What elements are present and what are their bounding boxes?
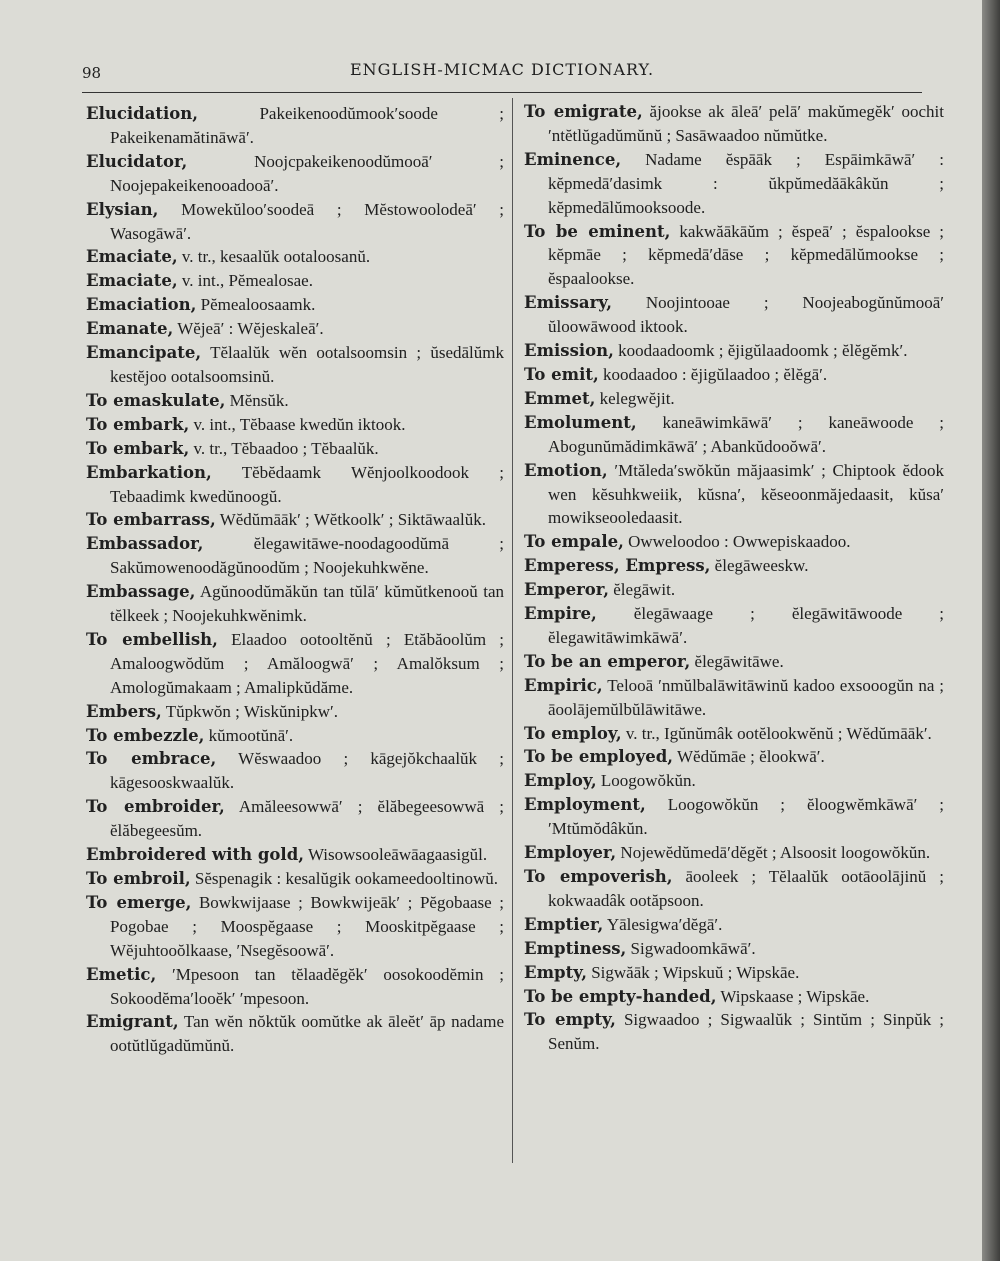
entry-definition: Mĕnsŭk. — [229, 390, 289, 410]
entry-headword: Elysian, — [86, 199, 159, 219]
entry-headword: Emaciation, — [86, 295, 197, 315]
entry-definition: koodaadoomk ; ĕjigŭlaadoomk ; ĕlĕgĕmk′. — [618, 341, 908, 361]
entry-definition: Wĕdŭmāāk′ ; Wĕtkoolk′ ; Siktāwaalŭk. — [219, 510, 486, 530]
entry-definition: Loogowŏkŭn ; ĕloogwĕmkāwā′ ; ′Mtŭmŏdâkŭn. — [548, 795, 944, 839]
entry-headword: Eminence, — [524, 149, 622, 169]
entry-definition: Tĕlaalŭk wĕn ootalsoomsin ; ŭsedālŭmk kestĕjoo ootalsoomsinŭ. — [110, 343, 504, 386]
entry-headword: Emissary, — [524, 293, 613, 313]
entry-headword: To empale, — [524, 532, 624, 552]
dictionary-entry — [86, 580, 504, 628]
dictionary-entry — [524, 769, 944, 793]
page-number: 98 — [82, 64, 102, 82]
entry-definition: kelegwĕjit. — [599, 388, 675, 408]
dictionary-entry — [524, 578, 944, 602]
dictionary-entry — [524, 459, 944, 531]
entry-headword: Emptiness, — [524, 938, 627, 958]
entry-headword: Empire, — [524, 604, 597, 624]
dictionary-entry — [86, 102, 504, 150]
entry-definition: v. tr., Tĕbaadoo ; Tĕbaalŭk. — [193, 438, 379, 458]
entry-definition: Noojintooae ; Noojeabogŭnŭmooā′ ŭloowāwood iktook. — [548, 293, 944, 337]
dictionary-entry — [86, 341, 504, 389]
entry-headword: Employment, — [524, 795, 646, 815]
entry-headword: Emission, — [524, 341, 614, 361]
entry-headword: To embezzle, — [86, 725, 205, 745]
entry-definition: Owweloodoo : Owwepiskaadoo. — [628, 532, 851, 552]
dictionary-entry — [524, 387, 944, 411]
entry-definition: ĕlegāwit. — [613, 580, 676, 600]
entry-headword: Embassador, — [86, 534, 204, 554]
dictionary-entry — [524, 745, 944, 769]
entry-headword: To emigrate, — [524, 102, 643, 121]
entry-headword: To embroider, — [86, 797, 225, 817]
entry-headword: Emancipate, — [86, 343, 202, 363]
entry-headword: Embarkation, — [86, 462, 212, 482]
entry-definition: Amăleesowwā′ ; ĕlăbegeesowwā ; ĕlăbegeesŭm. — [110, 797, 505, 841]
entry-definition: Elaadoo ootooltĕnŭ ; Etăbăoolŭm ; Amaloogwŏdŭm ; Amăloogwā′ ; Amalŏksum ; Amologŭmakaam ; Amalipkŭdăme. — [110, 629, 504, 697]
dictionary-entry — [86, 532, 504, 580]
dictionary-entry — [524, 220, 944, 292]
entry-definition: Agŭnoodŭmăkŭn tan tŭlā′ kŭmŭtkenooŭ tan tĕlkeek ; Noojekuhkwĕnimk. — [110, 582, 504, 626]
entry-definition: Nojewĕdŭmedā′dĕgĕt ; Alsoosit loogowŏkŭn. — [620, 843, 931, 863]
dictionary-entry — [86, 508, 504, 532]
entry-headword: Emptier, — [524, 914, 604, 934]
entry-headword: Embroidered with gold, — [86, 845, 304, 865]
dictionary-entry — [86, 461, 504, 509]
entry-headword: Emanate, — [86, 319, 174, 339]
entry-definition: ′Mpesoon tan tĕlaadĕgĕk′ oosokoodĕmin ; Sokoodĕma′looĕk′ ′mpesoon. — [110, 964, 504, 1008]
entry-definition: Wĕdŭmāe ; ĕlookwā′. — [677, 747, 825, 767]
entry-definition: Yālesigwa′dĕgā′. — [606, 914, 723, 934]
dictionary-entry — [524, 291, 944, 339]
dictionary-entry — [86, 724, 504, 748]
entry-headword: Employer, — [524, 843, 617, 863]
dictionary-entry — [86, 269, 504, 293]
dictionary-entry — [524, 674, 944, 722]
dictionary-entry — [86, 293, 504, 317]
dictionary-entry — [524, 841, 944, 865]
entry-definition: v. tr., Igŭnŭmâk ootĕlookwĕnŭ ; Wĕdŭmāāk′. — [625, 723, 932, 743]
entry-headword: Empiric, — [524, 675, 603, 695]
dictionary-entry — [524, 722, 944, 746]
entry-headword: To embroil, — [86, 869, 191, 888]
entry-definition: ĕlegāwitāwe. — [694, 651, 784, 671]
entry-headword: Emperor, — [524, 580, 610, 600]
entry-headword: Embers, — [86, 701, 162, 721]
entry-definition: v. int., Tĕbaase kwedŭn iktook. — [193, 414, 406, 434]
entry-definition: Tĕbĕdaamk Wĕnjoolkoodook ; Tebaadimk kwedŭnoogŭ. — [110, 462, 504, 506]
entry-headword: Empty, — [524, 962, 587, 982]
entry-definition: v. int., Pĕmealosae. — [181, 271, 313, 291]
dictionary-entry — [524, 411, 944, 459]
entry-definition: Sigwadoomkāwā′. — [630, 938, 756, 958]
dictionary-entry — [524, 865, 944, 913]
entry-headword: To embrace, — [86, 749, 217, 769]
entry-definition: kaneāwimkāwā′ ; kaneāwoode ; Abogunŭmădimkāwā′ ; Abankŭdooŏwā′. — [548, 412, 945, 456]
entry-headword: Elucidator, — [86, 151, 188, 171]
dictionary-entry — [524, 1008, 944, 1056]
entry-definition: ′Mtăleda′swŏkŭn măjaasimk′ ; Chiptook ĕdook wen kĕsuhkweiik, kŭsna′, kĕseoonmăjedaasit, kŭsa′ mowikseooledaasit. — [548, 460, 944, 528]
entry-definition: āooleek ; Tĕlaalŭk ootāoolājinŭ ; kokwaadâk ootăpsoon. — [548, 867, 945, 910]
header-rule — [82, 92, 922, 93]
entry-definition: Sigwaadoo ; Sigwaalŭk ; Sintŭm ; Sinpŭk ; Senŭm. — [548, 1010, 945, 1054]
entry-headword: To be empty-handed, — [524, 986, 717, 1006]
dictionary-entry — [524, 363, 944, 387]
dictionary-entry — [86, 963, 504, 1011]
dictionary-entry — [86, 628, 504, 700]
entry-headword: To embarrass, — [86, 510, 216, 530]
entry-definition: Bowkwijaase ; Bowkwijeāk′ ; Pĕgobaase ; Pogobae ; Moospĕgaase ; Mooskitpĕgaase ; Wĕjuhtooŏlkaase, ′Nsegĕsoowā′. — [110, 892, 504, 960]
entry-headword: Embassage, — [86, 582, 196, 602]
entry-headword: To emaskulate, — [86, 390, 226, 410]
dictionary-entry — [86, 413, 504, 437]
entry-definition: Sigwăāk ; Wipskuŭ ; Wipskāe. — [591, 962, 800, 982]
dictionary-entry — [86, 700, 504, 724]
entry-headword: To employ, — [524, 723, 622, 743]
dictionary-entry — [524, 148, 944, 220]
entry-definition: Tan wĕn nŏktŭk oomŭtke ak āleĕt′ āp nadame ootŭtlŭgadŭmŭnŭ. — [110, 1012, 504, 1056]
dictionary-entry — [524, 530, 944, 554]
entry-definition: Noojcpakeikenoodŭmooā′ ; Noojepakeikenooadooā′. — [110, 151, 504, 195]
entry-definition: v. tr., kesaalŭk ootaloosanŭ. — [181, 247, 371, 267]
entry-definition: Wĕjeā′ : Wĕjeskaleā′. — [177, 319, 324, 339]
entry-definition: Pĕmealoosaamk. — [200, 295, 316, 315]
dictionary-entry — [86, 150, 504, 198]
dictionary-entry — [524, 650, 944, 674]
dictionary-entry — [524, 602, 944, 650]
dictionary-entry — [86, 317, 504, 341]
dictionary-entry — [524, 554, 944, 578]
dictionary-entry — [524, 100, 944, 148]
dictionary-entry — [524, 793, 944, 841]
page-header — [80, 58, 920, 90]
dictionary-entry — [86, 867, 504, 891]
left-column — [86, 102, 504, 1058]
dictionary-entry — [86, 795, 504, 843]
entry-headword: To empty, — [524, 1010, 616, 1030]
entry-headword: Emmet, — [524, 388, 596, 408]
entry-headword: Emperess, Empress, — [524, 556, 711, 576]
entry-headword: To emerge, — [86, 892, 192, 912]
dictionary-entry — [524, 339, 944, 363]
page-edge-shadow — [982, 0, 1000, 1261]
entry-headword: To be eminent, — [524, 221, 671, 241]
entry-definition: Nadame ĕspāāk ; Espāimkāwā′ : kĕpmedā′dasimk : ŭkpŭmedăākâkŭn ; kĕpmedālŭmooksoode. — [548, 149, 944, 217]
entry-definition: Wĕswaadoo ; kāgejŏkchaalŭk ; kāgesooskwaalŭk. — [110, 749, 504, 793]
dictionary-entry — [86, 198, 504, 246]
entry-headword: To embark, — [86, 438, 190, 458]
entry-definition: ĕlegāweeskw. — [714, 556, 809, 576]
entry-definition: Mowekŭloo′soodeā ; Mĕstowoolodeā′ ; Wasogāwā′. — [110, 199, 505, 243]
entry-headword: To embark, — [86, 414, 190, 434]
running-title: ENGLISH-MICMAC DICTIONARY. — [350, 60, 655, 79]
entry-headword: To embellish, — [86, 629, 218, 649]
entry-definition: kŭmootŭnā′. — [208, 725, 294, 745]
dictionary-entry — [524, 913, 944, 937]
dictionary-entry — [86, 245, 504, 269]
entry-definition: Pakeikenoodŭmook′soode ; Pakeikenamătināwā′. — [110, 104, 505, 147]
entry-definition: Telooā ′nmŭlbalāwitāwinŭ kadoo exsooogŭn na ; āoolājemŭlbŭlāwitāwe. — [548, 675, 944, 719]
dictionary-entry — [86, 437, 504, 461]
entry-headword: Elucidation, — [86, 104, 199, 123]
entry-definition: Loogowŏkŭn. — [600, 771, 696, 791]
entry-headword: To be an emperor, — [524, 651, 691, 671]
dictionary-entry — [524, 985, 944, 1009]
entry-definition: Wipskaase ; Wipskāe. — [720, 986, 870, 1006]
entry-headword: To emit, — [524, 364, 599, 384]
entry-headword: Employ, — [524, 771, 597, 791]
dictionary-entry — [86, 389, 504, 413]
right-column — [524, 100, 944, 1056]
dictionary-entry — [86, 843, 504, 867]
entry-definition: kakwăākāŭm ; ĕspeā′ ; ĕspalookse ; kĕpmāe ; kĕpmedā′dāse ; kĕpmedālŭmookse ; ĕspaalookse. — [548, 221, 944, 289]
dictionary-entry — [524, 937, 944, 961]
dictionary-entry — [86, 747, 504, 795]
entry-headword: Emaciate, — [86, 247, 178, 267]
dictionary-entry — [86, 1010, 504, 1058]
entry-definition: Wisowsooleāwāagaasigŭl. — [307, 845, 488, 865]
column-divider — [512, 98, 513, 1163]
entry-definition: ăjookse ak āleā′ pelā′ makŭmegĕk′ oochit ′ntĕtlŭgadŭmŭnŭ ; Sasāwaadoo nŭmŭtke. — [548, 102, 944, 145]
entry-headword: Emigrant, — [86, 1012, 179, 1032]
dictionary-entry — [524, 961, 944, 985]
entry-definition: Sĕspenagik : kesalŭgik ookameedooltinowŭ. — [194, 869, 498, 888]
entry-headword: To be employed, — [524, 747, 674, 767]
entry-definition: ĕlegāwaage ; ĕlegāwitāwoode ; ĕlegawitāwimkāwā′. — [548, 604, 945, 647]
entry-definition: Tŭpkwŏn ; Wiskŭnipkw′. — [165, 701, 338, 721]
entry-headword: Emetic, — [86, 964, 157, 984]
entry-headword: Emotion, — [524, 460, 608, 480]
entry-definition: ĕlegawitāwe-noodagoodŭmā ; Sakŭmowenoodăgŭnoodŭm ; Noojekuhkwĕne. — [110, 534, 504, 578]
entry-headword: To empoverish, — [524, 867, 673, 886]
entry-definition: koodaadoo : ĕjigŭlaadoo ; ĕlĕgā′. — [602, 364, 828, 384]
entry-headword: Emolument, — [524, 412, 637, 432]
entry-headword: Emaciate, — [86, 271, 178, 291]
dictionary-entry — [86, 891, 504, 963]
